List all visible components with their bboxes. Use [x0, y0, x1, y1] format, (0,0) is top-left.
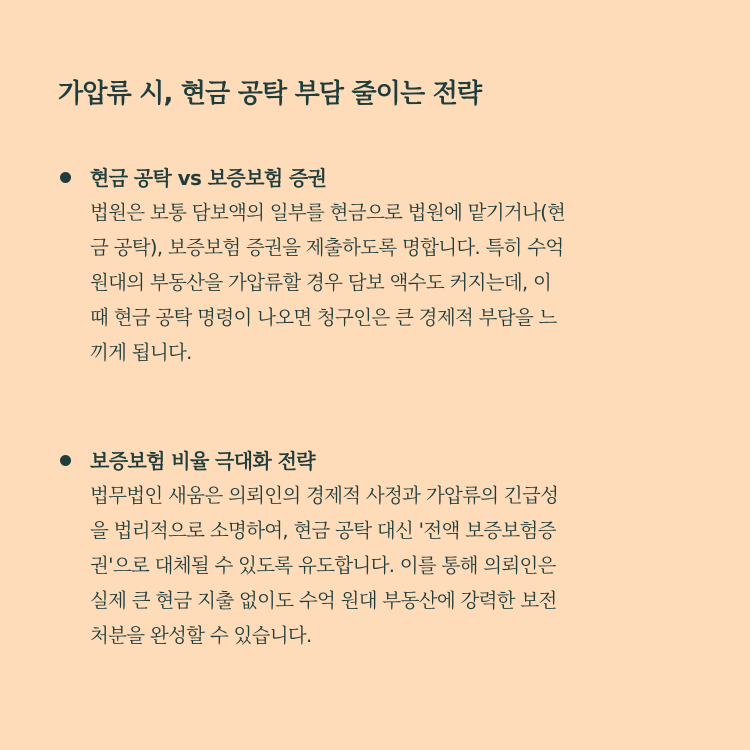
body-line: 을 법리적으로 소명하여, 현금 공탁 대신 '전액 보증보험증 [90, 519, 556, 542]
body-line: 법원은 보통 담보액의 일부를 현금으로 법원에 맡기거나(현 [90, 201, 566, 224]
body-line: 권'으로 대체될 수 있도록 유도합니다. 이를 통해 의뢰인은 [90, 554, 556, 577]
body-line: 금 공탁), 보증보험 증권을 제출하도록 명합니다. 특히 수억 [90, 236, 564, 259]
section-heading: 현금 공탁 vs 보증보험 증권 [90, 166, 327, 190]
body-line: 끼게 됩니다. [90, 341, 192, 364]
page-title: 가압류 시, 현금 공탁 부담 줄이는 전략 [58, 79, 482, 109]
body-line: 원대의 부동산을 가압류할 경우 담보 액수도 커지는데, 이 [90, 271, 552, 294]
body-line: 때 현금 공탁 명령이 나오면 청구인은 큰 경제적 부담을 느 [90, 306, 557, 329]
section-bond-ratio-strategy [58, 444, 698, 653]
body-line: 실제 큰 현금 지출 없이도 수억 원대 부동산에 강력한 보전 [90, 589, 557, 612]
bullet-icon [60, 172, 71, 183]
section-heading: 보증보험 비율 극대화 전략 [90, 449, 316, 473]
section-body [90, 195, 698, 370]
section-body [90, 478, 698, 653]
bullet-icon [60, 455, 71, 466]
body-line: 처분을 완성할 수 있습니다. [90, 624, 312, 647]
section-cash-deposit-vs-bond [58, 161, 698, 370]
body-line: 법무법인 새움은 의뢰인의 경제적 사정과 가압류의 긴급성 [90, 484, 559, 507]
